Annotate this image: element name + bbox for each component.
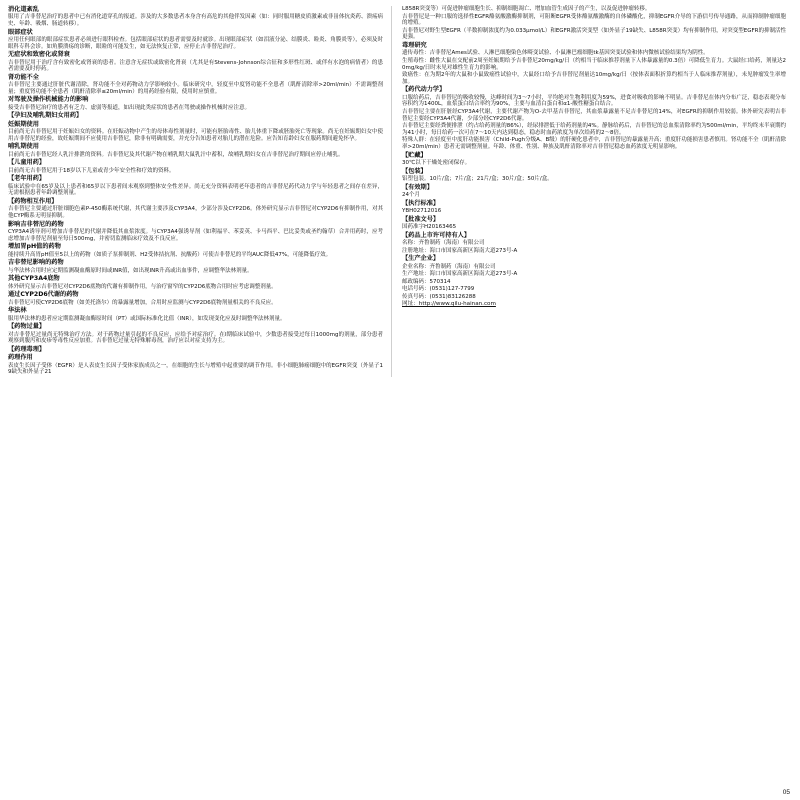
- paragraph: 传真号码：(0531)83126288: [402, 293, 476, 300]
- paragraph: 吉非替尼可使CYP2D6底物（如美托洛尔）的暴露量增加，合用时应监测与CYP2D6底物剂量相关的不良反应。: [8, 299, 277, 306]
- section-heading: 妊娠期使用: [8, 120, 39, 128]
- paragraph: 吉非替尼主要在肝脏经CYP3A4代谢，主要代谢产物为O-去甲基吉非替尼，其血浆暴露量不足吉非替尼的14%，对EGFR的抑制作用较弱。体外研究表明吉非替尼主要经CYP3A4代谢，少部分经CYP2D6代谢。: [402, 108, 786, 122]
- section-heading: 【包装】: [402, 167, 427, 175]
- paragraph: 吉非替尼主要通过肝脏细胞色素P-450酶系统代谢，其代谢主要涉及CYP3A4，少部分涉及CYP2D6。体外研究显示吉非替尼对CYP2D6有抑制作用，对其他CYP酶系无明显抑制。: [8, 206, 383, 219]
- paragraph: 特殊人群：在轻度至中度肝功能损害（Child-Pugh分级A、B级）的肝硬化患者中，吉非替尼的暴露量升高；重度肝功能损害患者慎用。肾功能不全（肌酐清除率>20ml/min）患者无需调整剂量。年龄、体重、性别、种族及肌酐清除率对吉非替尼稳态血药浓度无明显影响。: [402, 137, 786, 150]
- section-heading: 吉非替尼影响的药物: [8, 259, 64, 267]
- paragraph: 目前尚无吉非替尼用于妊娠妇女的资料。在妊娠动物中产生的母体毒性剂量时，可能有胚胎毒性、胎儿体重下降或胚胎死亡等现象。尚无在妊娠期妇女中使用吉非替尼的经验，故妊娠期间不应使用吉非替尼，除非有明确需要，并充分告知患者对胎儿的潜在危险。应告知育龄妇女在服药期间避免怀孕。: [8, 129, 383, 142]
- section-heading: 【孕妇及哺乳期妇女用药】: [8, 112, 83, 120]
- paragraph: 吉非替尼主要经粪便排泄（约占给药剂量的86%），经尿排泄低于给药剂量的4%。静脉给药后，吉非替尼的总血浆清除率约为500ml/min，平均终末半衰期约为41小时，每日给药一次可在7～10天内达到稳态，稳态时血药浓度为单次给药的2～8倍。: [402, 123, 786, 136]
- section-heading: 增加胃pH值的药物: [8, 243, 61, 251]
- paragraph: 接受吉非替尼治疗的患者有乏力、虚弱等报道，如出现此类症状的患者在驾驶或操作机械时应注意。: [8, 104, 251, 111]
- paragraph: 国药准字H20163465: [402, 223, 457, 230]
- section-heading: 眼部症状: [8, 28, 33, 36]
- section-heading: 消化道紊乱: [8, 6, 39, 13]
- paragraph: 服用华法林的患者应定期监测凝血酶原时间（PT）或国际标准化比值（INR），如发现变化应及时调整华法林剂量。: [8, 315, 286, 322]
- paragraph: 名称：齐鲁制药（海南）有限公司: [402, 239, 485, 246]
- paragraph: 对吉非替尼过量尚无特殊治疗方法。对于药物过量引起的不良反应，应给予对症治疗。在I期临床试验中，少数患者接受过每日1000mg的剂量，部分患者观察到腹泻和皮疹等毒性反应加重。吉非替尼过量无特殊解毒剂，治疗应以对症支持为主。: [8, 331, 383, 345]
- section-heading: 【批准文号】: [402, 215, 440, 223]
- section-heading: 【执行标准】: [402, 199, 440, 207]
- paragraph: 应用任何眼部的眼部症状患者必须进行眼科检查。包括眼部症状的患者需要及时就诊。出现眼部症状（如泪液分泌、结膜炎、睑炎、角膜炎等），必须及时眼科专科会诊。如角膜溃疡的诊断，眼睑的可能发生，如无法恢复正常，应停止吉非替尼治疗。: [8, 37, 383, 50]
- two-column-layout: [8, 6, 792, 778]
- paragraph: 吉非替尼是一种口服的选择性EGFR酪氨酸激酶抑制剂，可阻断EGFR受体酪氨酸激酶的自体磷酸化，抑制EGFR介导的下游信号传导通路，从而抑制肿瘤细胞的增殖。: [402, 13, 786, 27]
- section-heading: 【老年用药】: [8, 175, 46, 183]
- section-heading: 哺乳期使用: [8, 143, 39, 151]
- section-heading: 【有效期】: [402, 183, 433, 191]
- paragraph: 致癌性：在为期2年的大鼠和小鼠致癌性试验中，大鼠经口给予吉非替尼剂量达10mg/kg/日（按体表面积折算约相当于人临床推荐剂量），未见肿瘤发生率增加。: [402, 72, 786, 85]
- section-heading: 无症状和致密化或肾衰: [8, 51, 70, 59]
- paragraph: L858R突变等）可促进肿瘤细胞生长、抑制细胞凋亡、增加血管生成因子的产生，以及促进肿瘤转移。: [402, 6, 651, 12]
- page-number: 05: [782, 789, 790, 796]
- paragraph: 30℃以下干燥处密闭保存。: [402, 159, 471, 166]
- paragraph: 铝塑包装。10片/盒；7片/盒；21片/盒；30片/盒；50片/盒。: [402, 175, 553, 182]
- section-heading: 肾功能不全: [8, 73, 39, 81]
- paragraph: 生殖毒性：雌性大鼠在交配前2周至妊娠期给予吉非替尼20mg/kg/日（约相当于临床推荐剂量下人体暴露量的0.3倍）可降低生育力。大鼠经口给药，剂量达20mg/kg/日时未见对雄性生育力的影响。: [402, 57, 786, 71]
- paragraph: 临床试验中在65岁及以上患者和65岁以下患者间未观察到整体安全性差异。尚无充分资料表明老年患者的吉非替尼药代动力学与年轻患者之间存在差异，无需根据患者年龄调整剂量。: [8, 183, 383, 197]
- section-heading: 其他CYP3A4底物: [8, 275, 60, 283]
- right-text-column: [402, 6, 786, 309]
- paragraph: 遗传毒性：吉非替尼Ames试验、人淋巴细胞染色体畸变试验、小鼠淋巴瘤细胞tk基因突变试验和体内微核试验结果均为阴性。: [402, 50, 709, 57]
- section-heading: 【药物相互作用】: [8, 197, 58, 205]
- paragraph: CYP3A4诱导剂可增加吉非替尼的代谢并降低其血浆浓度。与CYP3A4强诱导剂（如利福平、苯妥英、卡马西平、巴比妥类或圣约翰草）合并用药时，应考虑增加吉非替尼剂量至每日500mg，并密切监测临床疗效及不良反应。: [8, 228, 383, 242]
- paragraph: 表皮生长因子受体（EGFR）是人表皮生长因子受体家族成员之一，在细胞的生长与增殖中起重要的调节作用。非小细胞肺癌细胞中的EGFR突变（外显子19缺失和外显子21: [8, 362, 383, 376]
- paragraph: 吉非替尼用于治疗含有致密化或肾衰的患者。注意含无症状或致密化肾衰（尤其是有Stevens-Johnson综合征和多形性红斑、或伴有水泡的病情者）的患者需要及时停药。: [8, 59, 383, 73]
- paragraph: 吉非替尼对野生型EGFR（半数抑制浓度约为0.033μmol/L）和EGFR激活突变型（如外显子19缺失、L858R突变）均有抑制作用，对突变型EGFR的抑制活性更强。: [402, 27, 786, 41]
- paragraph: 体外研究显示吉非替尼对CYP2D6底物的代谢有抑制作用，与治疗窗窄的CYP2D6底物合用时应考虑调整剂量。: [8, 283, 277, 290]
- paragraph: 企业名称：齐鲁制药（海南）有限公司: [402, 263, 496, 270]
- paragraph: 邮政编码：570314: [402, 278, 451, 285]
- manufacturer-website-link[interactable]: 网址：http://www.qilu-hainan.com: [402, 301, 496, 308]
- paragraph: 吉非替尼主要通过肝脏代谢清除，肾功能不全对药物动力学影响较小。临床研究中，轻度至中度肾功能不全患者（肌酐清除率>20ml/min）不需调整剂量；重度肾功能不全患者（肌酐清除率≤20ml/min）的用药经验有限，使用时应慎重。: [8, 82, 383, 95]
- paragraph: 注册地址：海口市国家高新区海南大道273号-A: [402, 247, 518, 254]
- paragraph: 服用了吉非替尼治疗的患者中已有消化道穿孔的报道。涉及的大多数患者本身含有高危的其他伴发因素（如：同时服用糖皮质激素或非甾体抗炎药、溃疡病史、年龄、吸烟、肠道转移）。: [8, 14, 383, 27]
- paragraph: 与华法林合用时应定期监测凝血酶原时间或INR值，如出现INR升高或出血事件，应调整华法林剂量。: [8, 267, 253, 274]
- paragraph: 24个月: [402, 191, 420, 198]
- section-heading: 【贮藏】: [402, 151, 427, 159]
- section-heading: 【药物过量】: [8, 323, 46, 331]
- section-heading: 华法林: [8, 307, 27, 315]
- section-heading: 通过CYP2D6代谢的药物: [8, 291, 79, 299]
- section-heading: 【药品上市许可持有人】: [402, 231, 471, 239]
- paragraph: 生产地址：海口市国家高新区海南大道273号-A: [402, 271, 518, 278]
- section-heading: 影响吉非替尼的药物: [8, 220, 64, 228]
- paragraph: 能持续升高胃pH值至5以上的药物（如质子泵抑制剂、H2受体拮抗剂、抗酸药）可使吉非替尼的平均AUC降低47%，可能降低疗效。: [8, 251, 332, 258]
- section-heading: 药理作用: [8, 354, 33, 362]
- paragraph: 口服给药后，吉非替尼的吸收较慢，达峰时间为3～7小时，平均绝对生物利用度为59%，进食对吸收的影响不明显。吉非替尼在体内分布广泛，稳态表观分布容积约为1400L，血浆蛋白结合率约为90%，主要与血清白蛋白和α1-酸性糖蛋白结合。: [402, 94, 786, 108]
- paragraph: 目前尚无吉非替尼用于18岁以下儿童或青少年安全性和疗效的资料。: [8, 167, 175, 174]
- paragraph: 电话号码：(0531)127-7799: [402, 286, 475, 293]
- section-heading: 【生产企业】: [402, 255, 440, 263]
- section-heading: 【儿童用药】: [8, 159, 46, 167]
- left-text-column: [8, 6, 392, 377]
- paragraph: 目前尚无吉非替尼经人乳汁排泄的资料。吉非替尼及其代谢产物在哺乳期大鼠乳汁中蓄积，故哺乳期妇女在吉非替尼治疗期间应停止哺乳。: [8, 151, 344, 158]
- section-heading: 【药代动力学】: [402, 86, 446, 94]
- section-heading: 毒理研究: [402, 41, 427, 49]
- paragraph: YBH02712016: [402, 207, 442, 214]
- section-heading: 【药理毒理】: [8, 345, 46, 353]
- section-heading: 对驾驶及操作机械能力的影响: [8, 96, 89, 104]
